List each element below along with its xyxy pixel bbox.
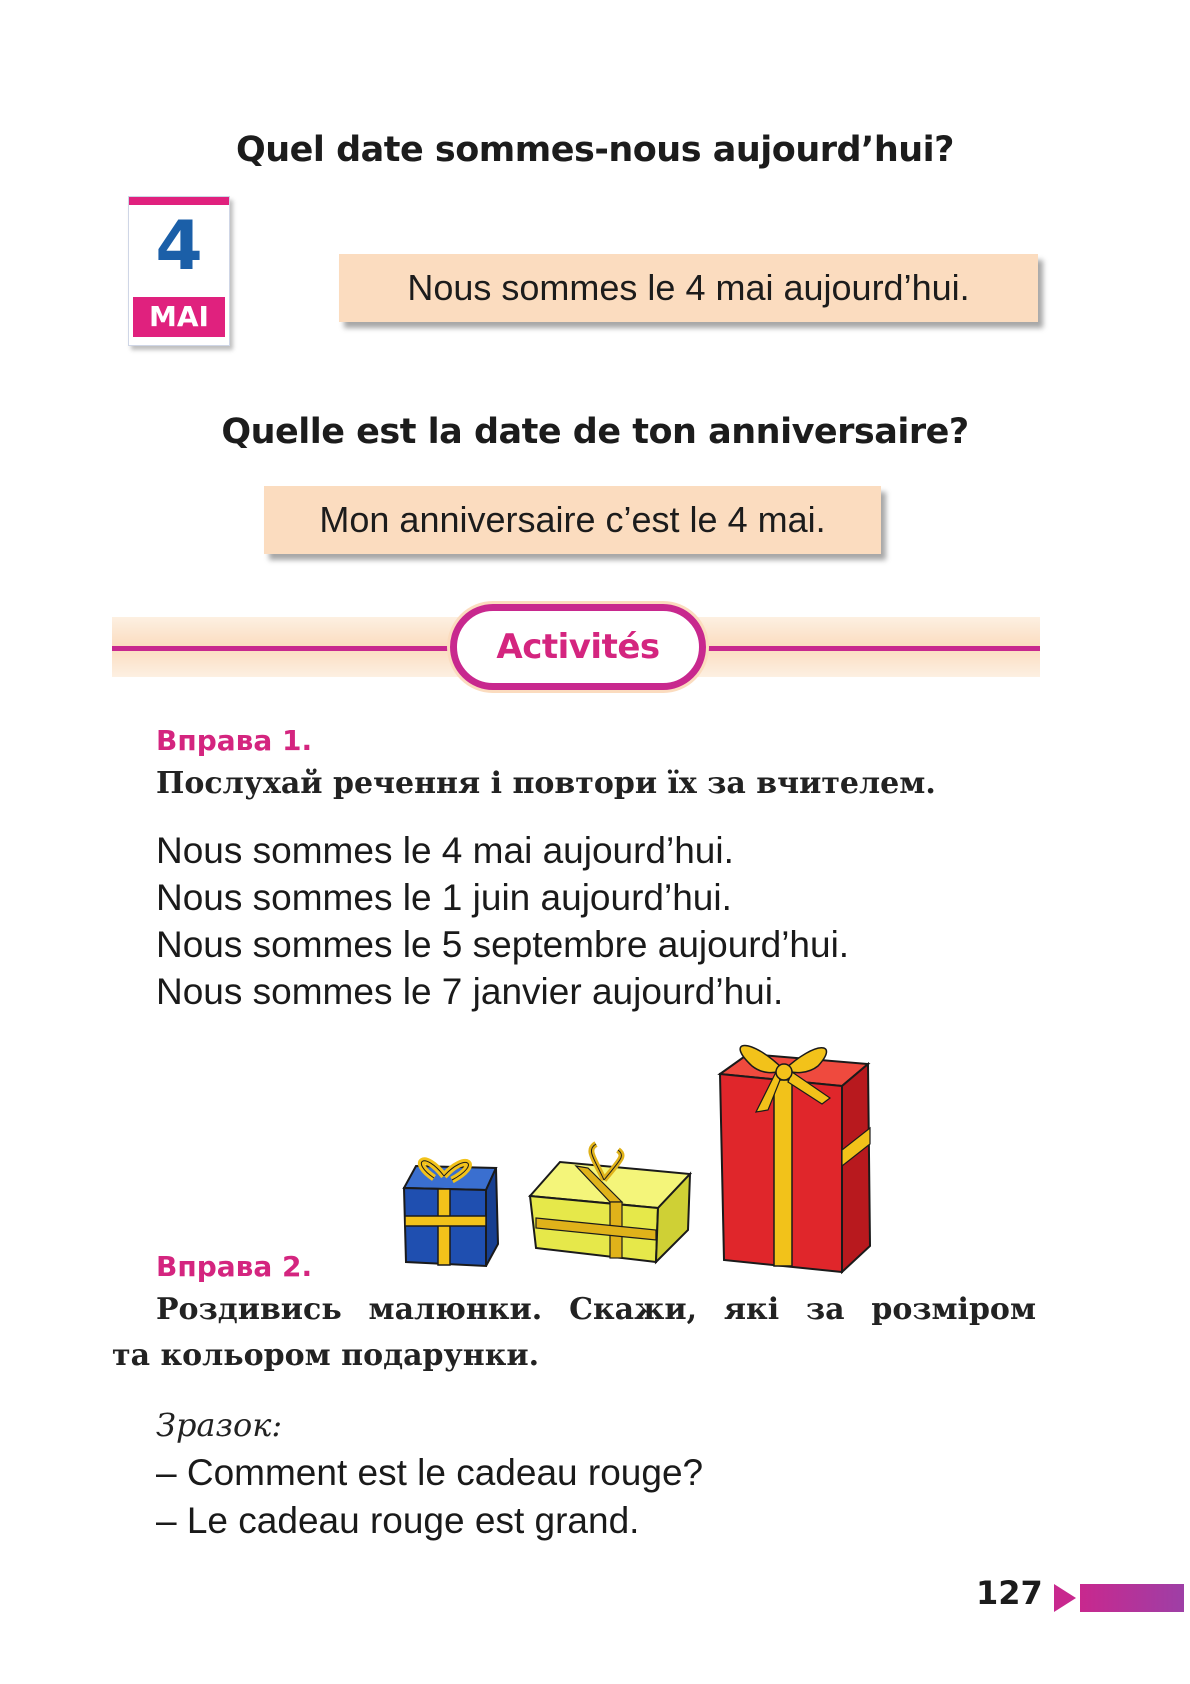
sentence-line: Nous sommes le 4 mai aujourd’hui. [156,830,734,871]
calendar-month: MAI [133,297,225,337]
small-blue-gift [404,1161,498,1266]
banner-line-left [112,646,452,651]
exercise-2-instruction-line1: Роздивись малюнки. Скажи, які за розміром [156,1292,1036,1327]
sentence-line: Nous sommes le 1 juin aujourd’hui. [156,877,732,918]
page-footer-bar [1080,1584,1184,1612]
answer-box-date: Nous sommes le 4 mai aujourd’hui. [339,254,1038,322]
page-number: 127 [976,1574,1043,1612]
medium-yellow-gift [530,1144,690,1262]
exercise-1-instruction: Послухай речення і повтори їх за вчителем. [156,766,936,801]
dialogue-line: – Comment est le cadeau rouge? [156,1452,704,1493]
activites-badge [450,604,706,690]
calendar-icon [128,196,230,346]
exercise-1-label: Вправа 1. [156,724,313,757]
answer-box-birthday: Mon anniversaire c’est le 4 mai. [264,486,881,554]
banner-line-right [704,646,1040,651]
calendar-day: 4 [155,207,203,286]
activites-title: Activités [496,627,660,667]
sentence-line: Nous sommes le 5 septembre aujourd’hui. [156,924,850,965]
sentence-line: Nous sommes le 7 janvier aujourd’hui. [156,971,784,1012]
large-red-gift [720,1046,870,1273]
page-arrow-icon [1054,1584,1076,1612]
question-birthday-title: Quelle est la date de ton anniversaire? [221,412,969,452]
calendar-top-bar [129,197,229,205]
example-label: Зразок: [156,1406,283,1444]
exercise-2-label: Вправа 2. [156,1250,313,1283]
dialogue-line: – Le cadeau rouge est grand. [156,1500,640,1541]
exercise-2-instruction-line2: та кольором подарунки. [112,1338,540,1373]
gifts-illustration [390,1040,950,1280]
question-date-title: Quel date sommes-nous aujourd’hui? [236,130,954,170]
